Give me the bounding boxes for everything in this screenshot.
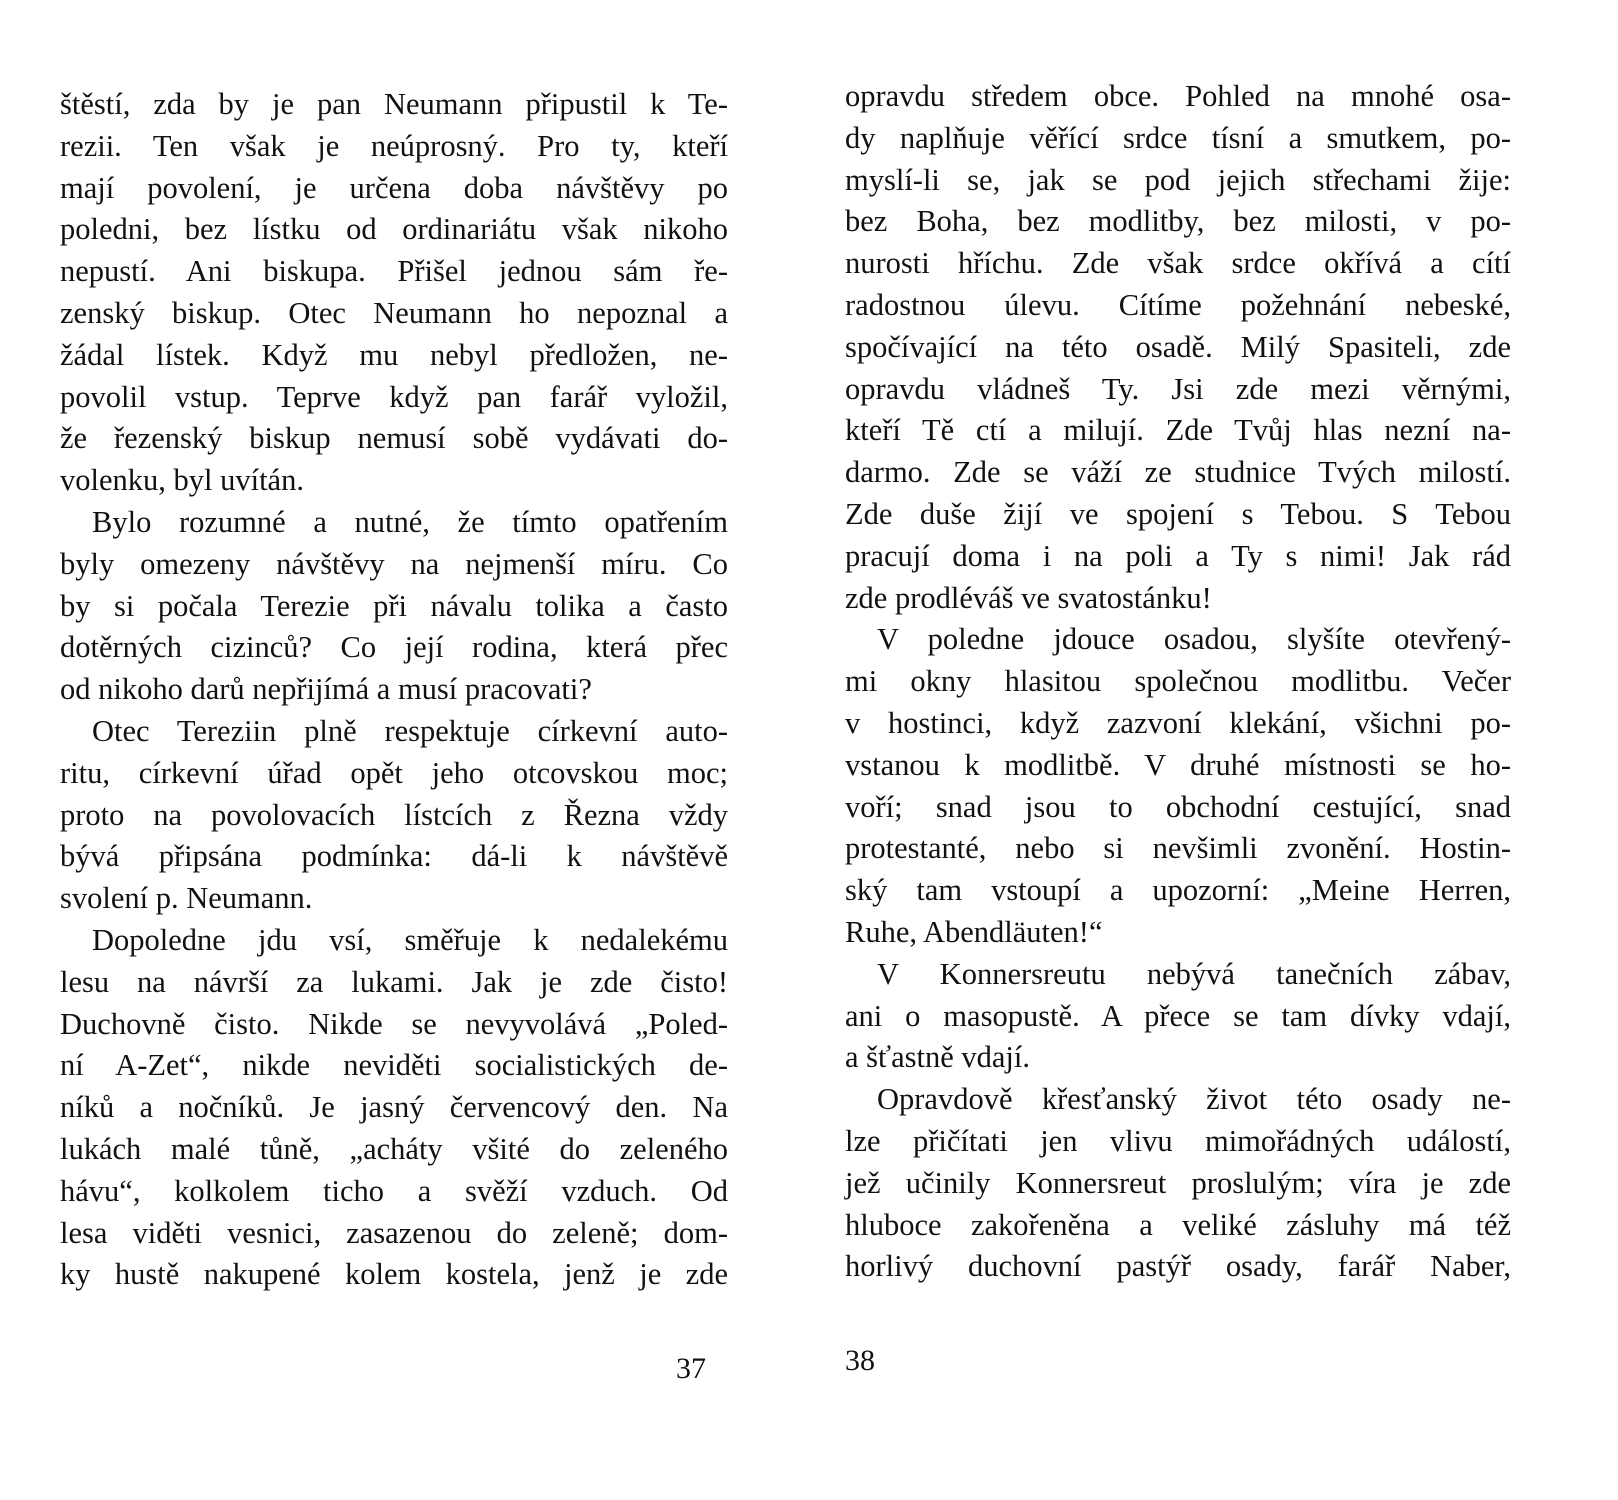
text-line: vstanou k modlitbě. V druhé místnosti se ho- (845, 747, 1511, 782)
text-line: zde prodléváš ve svatostánku! (845, 580, 1212, 615)
text-line: že řezenský biskup nemusí sobě vydávati do- (60, 421, 728, 456)
right-page-text (845, 76, 1511, 1288)
text-line: protestanté, nebo si nevšimli zvonění. Hostin- (845, 831, 1511, 866)
text-line: voří; snad jsou to obchodní cestující, snad (845, 789, 1511, 824)
text-line: lze přičítati jen vlivu mimořádných událostí, (845, 1123, 1511, 1158)
text-line: lesa viděti vesnici, zasazenou do zeleně; dom- (60, 1215, 728, 1250)
text-line: povolil vstup. Teprve když pan farář vyložil, (60, 379, 728, 414)
text-line: Otec Tereziin plně respektuje církevní auto- (92, 713, 728, 748)
text-line: Bylo rozumné a nutné, že tímto opatřením (92, 504, 728, 539)
text-line: V Konnersreutu nebývá tanečních zábav, (877, 956, 1511, 991)
text-line: dy naplňuje věřící srdce tísní a smutkem, po- (845, 120, 1511, 155)
text-line: svolení p. Neumann. (60, 881, 313, 916)
text-line: žádal lístek. Když mu nebyl předložen, ne- (60, 337, 728, 372)
text-line: zenský biskup. Otec Neumann ho nepoznal a (60, 295, 728, 330)
text-line: poledni, bez lístku od ordinariátu však nikoho (60, 212, 728, 247)
text-line: Zde duše žijí ve spojení s Tebou. S Tebou (845, 496, 1511, 531)
text-line: štěstí, zda by je pan Neumann připustil k Te- (60, 87, 728, 121)
page-number-left: 37 (676, 1352, 706, 1385)
text-line: rezii. Ten však je neúprosný. Pro ty, kteří (60, 128, 728, 163)
text-line: bývá připsána podmínka: dá-li k návštěvě (60, 839, 728, 874)
text-line: byly omezeny návštěvy na nejmenší míru. Co (60, 546, 728, 581)
text-line: Opravdově křesťanský život této osady ne- (877, 1082, 1511, 1117)
text-line: Ruhe, Abendläuten!“ (845, 914, 1103, 949)
text-line: mi okny hlasitou společnou modlitbu. Večer (845, 664, 1511, 699)
right-page (809, 0, 1618, 1500)
text-line: spočívající na této osadě. Milý Spasiteli, zde (845, 329, 1511, 364)
text-line: by si počala Terezie při návalu tolika a často (60, 588, 728, 623)
text-line: hávu“, kolkolem ticho a svěží vzduch. Od (60, 1173, 728, 1208)
text-line: od nikoho darů nepřijímá a musí pracovati? (60, 672, 592, 707)
text-line: ský tam vstoupí a upozorní: „Meine Herren, (845, 873, 1511, 908)
text-line: volenku, byl uvítán. (60, 463, 304, 498)
text-line: mají povolení, je určena doba návštěvy po (60, 170, 728, 205)
text-line: ani o masopustě. A přece se tam dívky vdají, (845, 998, 1511, 1033)
text-line: a šťastně vdají. (845, 1040, 1030, 1075)
text-line: jež učinily Konnersreut proslulým; víra je zde (845, 1165, 1511, 1200)
text-line: ní A-Zet“, nikde neviděti socialistických de- (60, 1048, 728, 1083)
page-number-right: 38 (845, 1344, 875, 1377)
text-line: myslí-li se, jak se pod jejich střechami žije: (845, 162, 1511, 197)
text-line: Dopoledne jdu vsí, směřuje k nedalekému (92, 922, 728, 957)
text-line: dotěrných cizinců? Co její rodina, která přec (60, 630, 728, 665)
text-line: níků a nočníků. Je jasný červencový den. Na (60, 1090, 728, 1125)
text-line: kteří Tě ctí a milují. Zde Tvůj hlas nezní na- (845, 413, 1511, 448)
text-line: ritu, církevní úřad opět jeho otcovskou moc; (60, 755, 728, 790)
text-line: darmo. Zde se váží ze studnice Tvých milostí. (845, 455, 1511, 490)
text-line: opravdu vládneš Ty. Jsi zde mezi věrnými, (845, 371, 1511, 406)
text-line: bez Boha, bez modlitby, bez milosti, v po- (845, 204, 1511, 239)
text-line: lukách malé tůně, „acháty všité do zeleného (60, 1131, 728, 1166)
text-line: v hostinci, když zazvoní klekání, všichni po- (845, 705, 1511, 740)
text-line: hluboce zakořeněna a veliké zásluhy má též (845, 1207, 1511, 1242)
text-line: nurosti hříchu. Zde však srdce okřívá a cítí (845, 246, 1511, 281)
text-line: pracují doma i na poli a Ty s nimi! Jak rád (845, 538, 1511, 573)
left-page-text (60, 84, 728, 1296)
text-line: nepustí. Ani biskupa. Přišel jednou sám ře- (60, 254, 728, 289)
text-line: radostnou úlevu. Cítíme požehnání nebeské, (845, 287, 1511, 322)
text-line: opravdu středem obce. Pohled na mnohé osa- (845, 79, 1511, 113)
text-line: lesu na návrší za lukami. Jak je zde čisto! (60, 964, 728, 999)
text-line: ky hustě nakupené kolem kostela, jenž je zde (60, 1257, 728, 1292)
text-line: proto na povolovacích lístcích z Řezna vždy (60, 797, 728, 832)
text-line: V poledne jdouce osadou, slyšíte otevřený- (877, 622, 1511, 657)
text-line: horlivý duchovní pastýř osady, farář Naber, (845, 1249, 1511, 1284)
text-line: Duchovně čisto. Nikde se nevyvolává „Poled- (60, 1006, 728, 1041)
